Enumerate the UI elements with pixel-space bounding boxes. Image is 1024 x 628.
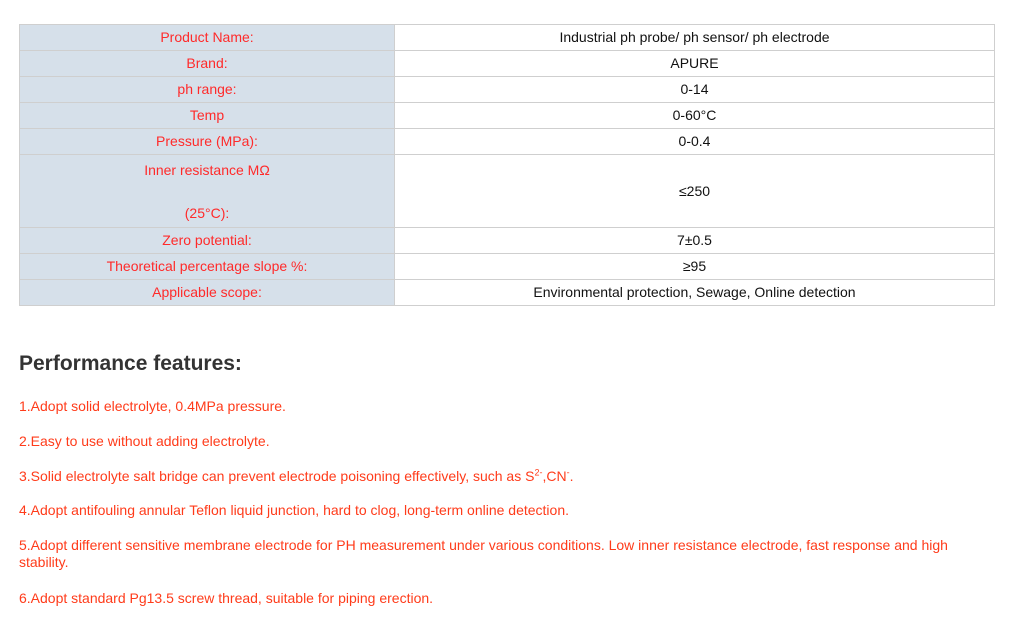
spec-label: Temp: [20, 103, 395, 129]
spec-label: ph range:: [20, 77, 395, 103]
feature-text: 3.Solid electrolyte salt bridge can prevent electrode poisoning effectively, such as S: [19, 468, 535, 484]
feature-item: 4.Adopt antifouling annular Teflon liquid junction, hard to clog, long-term online detection.: [19, 502, 569, 518]
spec-value: APURE: [395, 51, 995, 77]
spec-label: Product Name:: [20, 25, 395, 51]
feature-text: ,CN: [542, 468, 567, 484]
feature-item: [19, 468, 979, 485]
spec-value: ≥95: [395, 254, 995, 280]
spec-label: [20, 155, 395, 228]
section-title: Performance features:: [19, 352, 242, 375]
spec-row-product-name: [20, 25, 995, 51]
spec-value: 0-60°C: [395, 103, 995, 129]
spec-label: Pressure (MPa):: [20, 129, 395, 155]
spec-label: Zero potential:: [20, 228, 395, 254]
spec-value: 7±0.5: [395, 228, 995, 254]
spec-row-slope: [20, 254, 995, 280]
feature-item: 6.Adopt standard Pg13.5 screw thread, suitable for piping erection.: [19, 590, 434, 606]
specification-table: [19, 24, 995, 306]
feature-item: 2.Easy to use without adding electrolyte.: [19, 433, 270, 449]
spec-label: Applicable scope:: [20, 280, 395, 306]
spec-row-zero-potential: [20, 228, 995, 254]
superscript: -: [566, 467, 570, 478]
spec-row-ph-range: [20, 77, 995, 103]
spec-label: Theoretical percentage slope %:: [20, 254, 395, 280]
spec-label: Brand:: [20, 51, 395, 77]
spec-row-brand: [20, 51, 995, 77]
spec-label-line: Inner resistance MΩ: [144, 162, 270, 178]
feature-item: 5.Adopt different sensitive membrane electrode for PH measurement under various conditions. Low inner resistance electrode, fast response and high stability.: [19, 537, 948, 570]
spec-value: 0-0.4: [395, 129, 995, 155]
spec-row-inner-resistance: [20, 155, 995, 228]
spec-value: 0-14: [395, 77, 995, 103]
spec-value: Environmental protection, Sewage, Online detection: [395, 280, 995, 306]
spec-label-line: (25°C):: [184, 205, 230, 221]
spec-row-temp: [20, 103, 995, 129]
feature-text: .: [569, 468, 574, 484]
superscript: 2-: [534, 467, 543, 478]
spec-value: ≤250: [395, 155, 995, 228]
feature-item: 1.Adopt solid electrolyte, 0.4MPa pressure.: [19, 398, 286, 414]
spec-row-applicable-scope: [20, 280, 995, 306]
spec-value: Industrial ph probe/ ph sensor/ ph electrode: [395, 25, 995, 51]
spec-row-pressure: [20, 129, 995, 155]
